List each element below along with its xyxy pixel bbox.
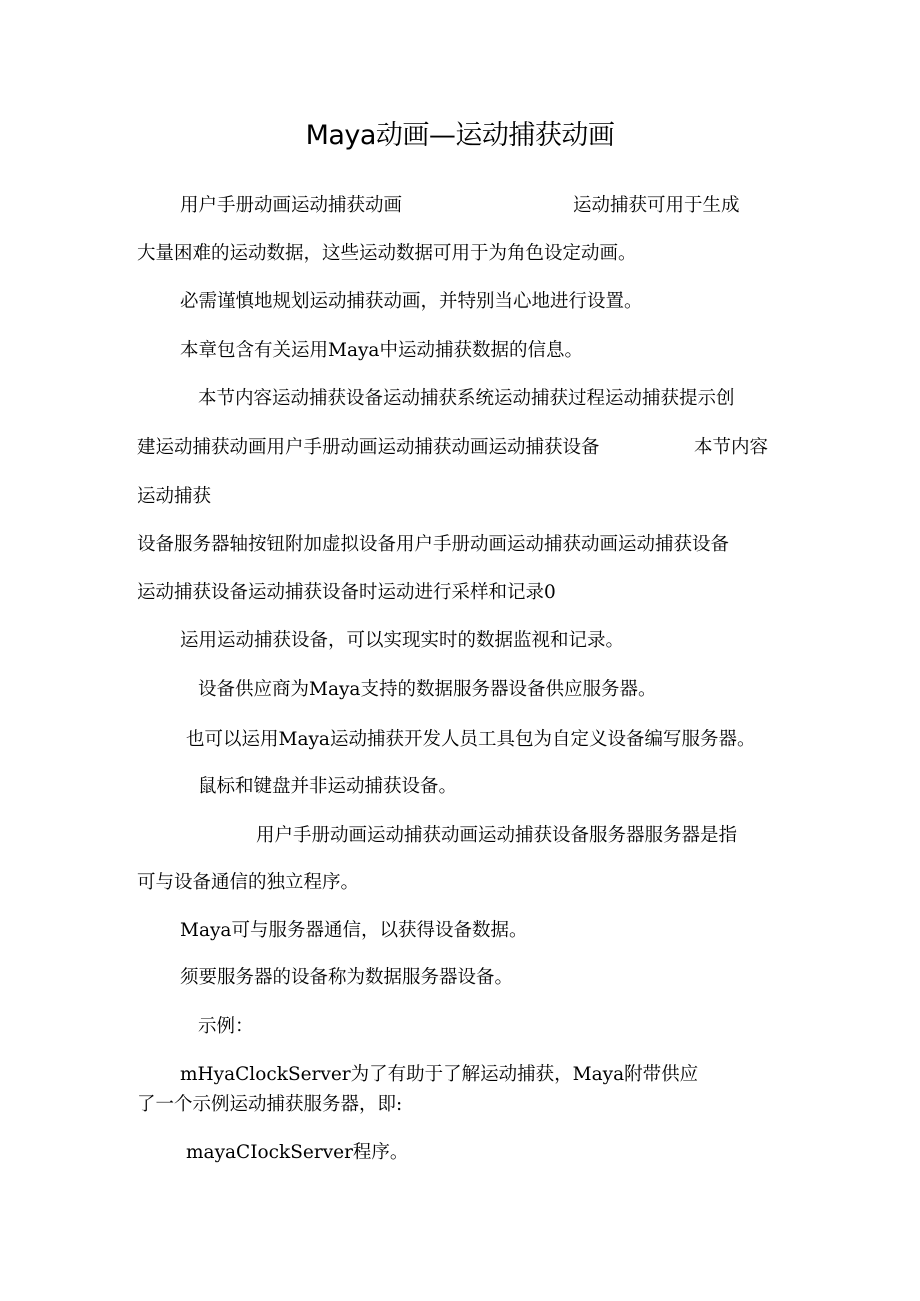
paragraph-line: 运动捕获可用于生成 — [573, 195, 740, 216]
paragraph-line: 本节内容 — [694, 437, 769, 458]
paragraph-line: mHyaClockServer为了有助于了解运动捕获，Maya附带供应 — [180, 1064, 699, 1085]
paragraph-line: 也可以运用Maya运动捕获开发人员工具包为自定义设备编写服务器。 — [186, 729, 756, 750]
paragraph-line: 必需谨慎地规划运动捕获动画，并特别当心地进行设置。 — [180, 291, 643, 312]
paragraph-line: 本节内容运动捕获设备运动捕获系统运动捕获过程运动捕获提示创 — [198, 388, 735, 409]
paragraph-line: Maya可与服务器通信，以获得设备数据。 — [180, 920, 528, 941]
paragraph-line: 运动捕获设备运动捕获设备时运动进行采样和记录0 — [137, 582, 556, 603]
paragraph-line: 设备服务器轴按钮附加虚拟设备用户手册动画运动捕获动画运动捕获设备 — [137, 534, 730, 555]
paragraph-line: 建运动捕获动画用户手册动画运动捕获动画运动捕获设备 — [137, 437, 600, 458]
paragraph-line: 了一个示例运动捕获服务器，即: — [137, 1094, 403, 1115]
paragraph-line: 运动捕获 — [137, 486, 212, 507]
paragraph-line: 用户手册动画运动捕获动画运动捕获设备服务器服务器是指 — [256, 825, 738, 846]
paragraph-line: 示例： — [198, 1016, 254, 1037]
paragraph-line: 大量困难的运动数据，这些运动数据可用于为角色设定动画。 — [137, 243, 637, 264]
paragraph-line: 可与设备通信的独立程序。 — [137, 872, 360, 893]
paragraph-line: 鼠标和键盘并非运动捕获设备。 — [198, 776, 458, 797]
paragraph-line: mayaCIockServer程序。 — [186, 1142, 409, 1163]
paragraph-line: 本章包含有关运用Maya中运动捕获数据的信息。 — [180, 340, 583, 361]
document-title: Maya动画—运动捕获动画 — [305, 120, 615, 151]
paragraph-line: 设备供应商为Maya支持的数据服务器设备供应服务器。 — [198, 679, 657, 700]
paragraph-line: 须要服务器的设备称为数据服务器设备。 — [180, 967, 514, 988]
paragraph-line: 运用运动捕获设备，可以实现实时的数据监视和记录。 — [180, 630, 625, 651]
paragraph-line: 用户手册动画运动捕获动画 — [180, 195, 403, 216]
